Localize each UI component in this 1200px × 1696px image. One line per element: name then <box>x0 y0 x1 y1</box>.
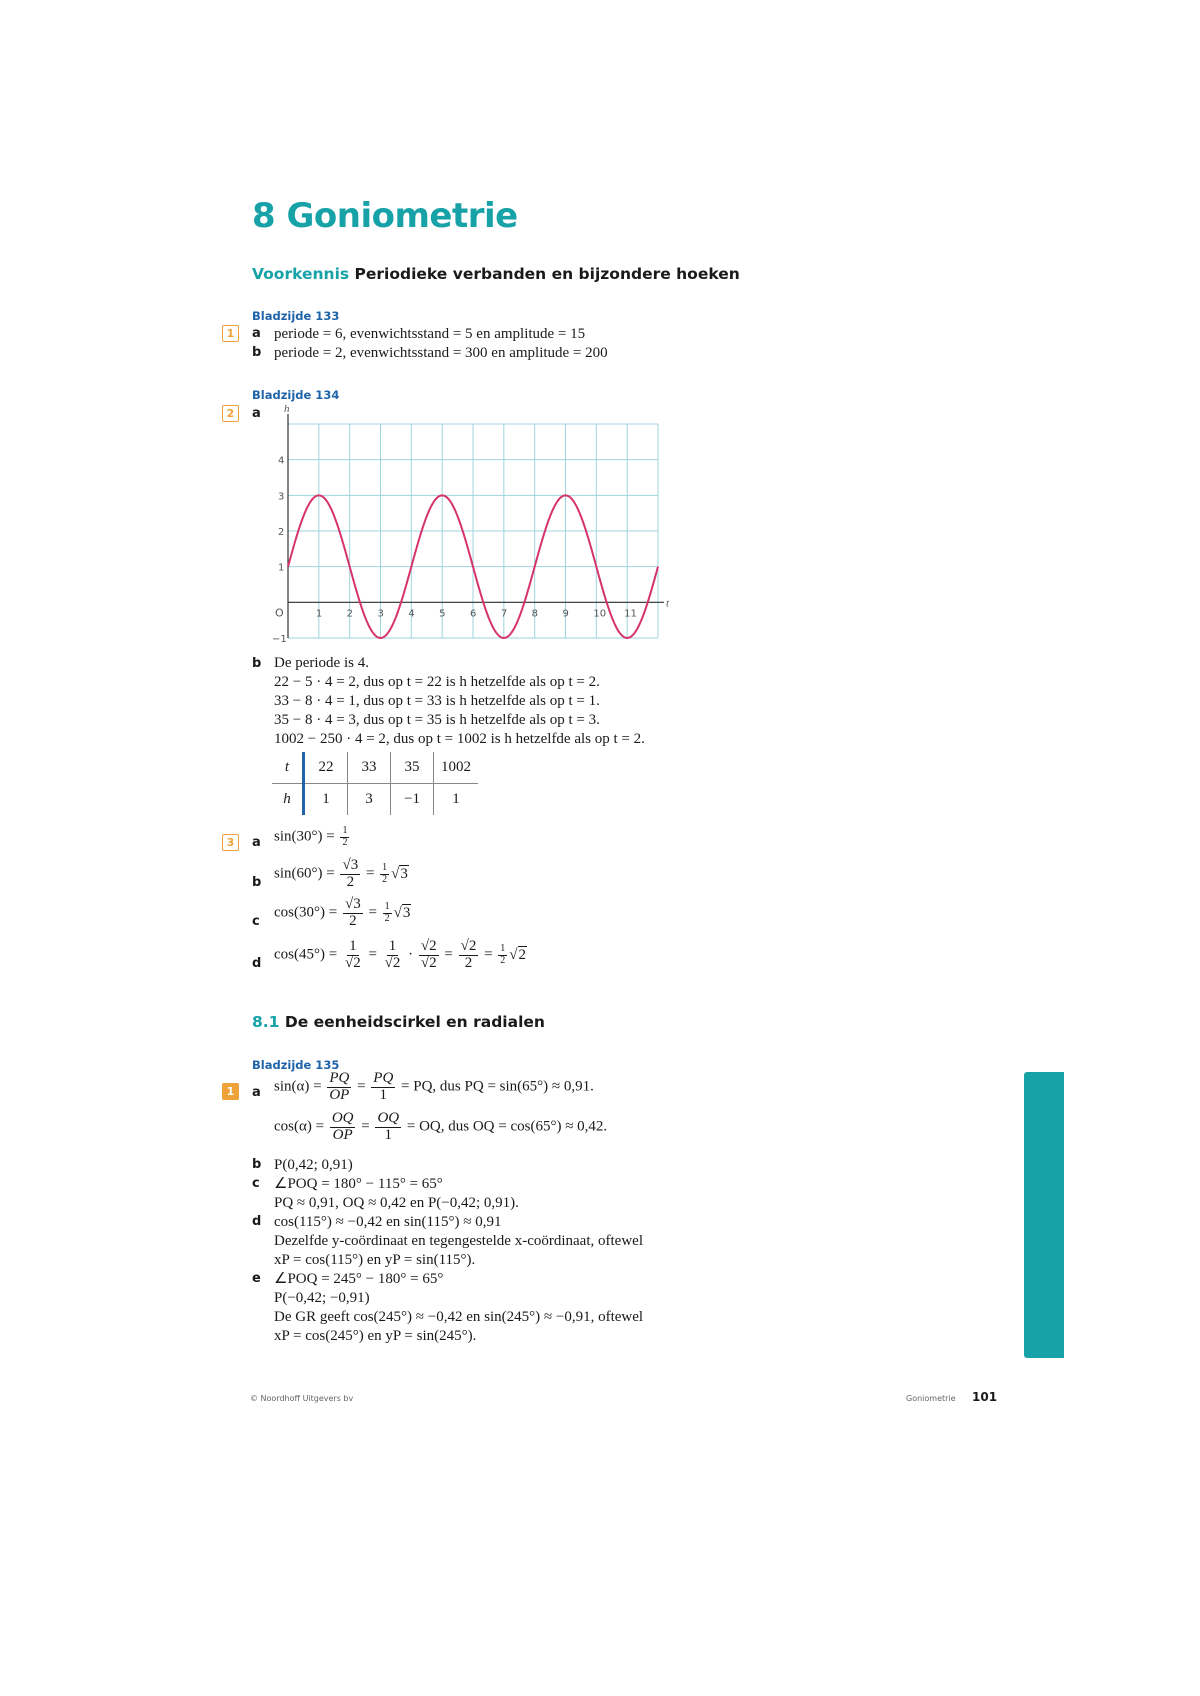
exercise-8-1-1c-letter: c <box>252 1176 260 1191</box>
answer-line: PQ ≈ 0,91, OQ ≈ 0,42 en P(−0,42; 0,91). <box>274 1195 519 1211</box>
answer-line: Dezelfde y-coördinaat en tegengestelde x-coördinaat, oftewel <box>274 1233 643 1249</box>
exercise-number-8-1-1: 1 <box>222 1083 239 1100</box>
t-h-table <box>272 752 478 815</box>
footer-page-number: 101 <box>972 1390 998 1404</box>
exercise-1b-text: periode = 2, evenwichtsstand = 300 en amplitude = 200 <box>274 345 608 361</box>
radicand: 2 <box>353 954 361 971</box>
exercise-8-1-1a-letter: a <box>252 1085 261 1100</box>
exercise-1a-text: periode = 6, evenwichtsstand = 5 en amplitude = 15 <box>274 326 586 342</box>
numerator: 1 <box>384 901 390 913</box>
answer-line: De GR geeft cos(245°) ≈ −0,42 en sin(245°) ≈ −0,91, oftewel <box>274 1309 644 1325</box>
fraction <box>327 1071 351 1104</box>
radicand: 2 <box>429 954 437 971</box>
exercise-8-1-1e-lines <box>274 1270 643 1346</box>
fraction <box>419 939 439 972</box>
exercise-1a-letter: a <box>252 326 261 341</box>
exercise-number-3: 3 <box>222 834 239 851</box>
section-title: De eenheidscirkel en radialen <box>284 1013 545 1031</box>
numerator: OQ <box>331 1110 354 1126</box>
exercise-3a-formula <box>274 826 351 848</box>
table-cell: 3 <box>348 784 391 816</box>
exercise-3c-letter: c <box>252 914 260 929</box>
x-tick-label: 11 <box>624 608 637 620</box>
exercise-8-1-1d-lines <box>274 1213 643 1270</box>
y-tick-label: 2 <box>278 527 285 538</box>
radicand: 2 <box>468 938 477 954</box>
denominator: 2 <box>382 873 388 885</box>
numerator: PQ <box>329 1070 350 1086</box>
x-tick-label: 5 <box>439 608 446 620</box>
x-tick-label: 3 <box>377 608 384 620</box>
answer-line: cos(115°) ≈ −0,42 en sin(115°) ≈ 0,91 <box>274 1214 502 1230</box>
numerator: √2 <box>460 938 477 954</box>
y-tick-label: 3 <box>278 491 285 503</box>
radicand: 2 <box>429 938 437 954</box>
numerator: PQ <box>373 1070 394 1086</box>
sine-graph <box>270 400 670 650</box>
table-header-h: h <box>272 784 304 816</box>
exercise-2b-line: De periode is 4. <box>274 655 369 671</box>
exercise-1b-letter: b <box>252 345 262 360</box>
fraction <box>343 939 363 972</box>
table-cell: −1 <box>391 784 434 816</box>
exercise-3b-letter: b <box>252 875 262 890</box>
page-ref-135: Bladzijde 135 <box>252 1058 340 1072</box>
exercise-8-1-1c-lines <box>274 1175 519 1213</box>
formula-lhs: sin(α) = <box>274 1078 322 1095</box>
section-number: 8.1 <box>252 1013 280 1031</box>
table-row-t <box>272 752 478 784</box>
x-tick-label: 4 <box>408 608 415 620</box>
exercise-number-1: 1 <box>222 325 239 342</box>
denominator: 1 <box>384 1126 393 1143</box>
table-cell: 22 <box>304 752 348 784</box>
equals: = <box>361 1118 370 1135</box>
table-cell: 1002 <box>434 752 479 784</box>
page-ref-134: Bladzijde 134 <box>252 388 340 402</box>
x-tick-label: 8 <box>531 608 539 620</box>
denominator: OP <box>332 1126 353 1143</box>
fraction <box>340 858 360 891</box>
fraction <box>343 897 363 930</box>
equals: = <box>484 946 493 963</box>
equals: = <box>365 865 375 882</box>
denominator: 2 <box>500 954 506 966</box>
denominator: √2 <box>420 954 437 971</box>
formula-lhs: sin(30°) = <box>274 828 335 845</box>
table-cell: 35 <box>391 752 434 784</box>
footer-copyright: © Noordhoff Uitgevers bv <box>250 1394 354 1403</box>
origin-label: O <box>275 606 284 620</box>
x-axis-label: t <box>666 597 670 610</box>
numerator: 1 <box>342 825 348 836</box>
equals: = <box>368 946 377 963</box>
radicand: 2 <box>392 954 401 971</box>
formula-lhs: cos(α) = <box>274 1118 325 1135</box>
table-row-h <box>272 784 478 816</box>
radicand: 3 <box>350 857 359 873</box>
radicand: 3 <box>402 904 411 921</box>
fraction <box>383 939 403 972</box>
denominator: 1 <box>379 1086 388 1103</box>
exercise-3b-formula <box>274 858 409 891</box>
exercise-3a-letter: a <box>252 835 261 850</box>
x-tick-label: 7 <box>500 608 508 620</box>
voorkennis-title: Periodieke verbanden en bijzondere hoeken <box>354 265 740 283</box>
exercise-2b-lines <box>274 654 645 749</box>
equals: = <box>444 946 453 963</box>
numerator: 1 <box>349 938 357 954</box>
table-header-t: t <box>272 752 304 784</box>
y-tick-label: 4 <box>278 455 285 467</box>
equals: = <box>357 1078 366 1095</box>
fraction <box>380 863 389 885</box>
formula-lhs: cos(45°) = <box>274 946 338 963</box>
y-tick-label: −1 <box>272 634 287 645</box>
answer-line: ∠POQ = 180° − 115° = 65° <box>274 1176 443 1192</box>
answer-line: P(−0,42; −0,91) <box>274 1290 370 1306</box>
denominator: √2 <box>344 954 361 971</box>
answer-line: ∠POQ = 245° − 180° = 65° <box>274 1271 444 1287</box>
exercise-2b-line: 22 − 5 · 4 = 2, dus op t = 22 is h hetzelfde als op t = 2. <box>274 674 600 690</box>
exercise-8-1-1e-letter: e <box>252 1271 261 1286</box>
numerator: 1 <box>382 862 388 874</box>
exercise-number-2: 2 <box>222 405 239 422</box>
table-cell: 1 <box>304 784 348 816</box>
denominator: 2 <box>464 954 473 971</box>
x-tick-label: 9 <box>562 608 569 620</box>
dot: · <box>408 946 414 963</box>
y-axis-label: h <box>284 403 290 415</box>
exercise-8-1-1a-line2 <box>274 1111 607 1144</box>
numerator: 1 <box>388 938 397 954</box>
section-8-1-heading <box>252 1013 545 1031</box>
equals: = <box>368 904 377 921</box>
formula-lhs: cos(30°) = <box>274 904 338 921</box>
numerator: 1 <box>500 943 506 955</box>
numerator: √3 <box>342 857 359 873</box>
fraction <box>340 826 349 848</box>
x-tick-label: 2 <box>346 608 354 620</box>
denominator: 2 <box>342 836 348 848</box>
sqrt: √3 <box>393 904 411 921</box>
numerator: OQ <box>377 1110 400 1126</box>
exercise-2b-line: 35 − 8 · 4 = 3, dus op t = 35 is h hetzelfde als op t = 3. <box>274 712 600 728</box>
exercise-8-1-1d-letter: d <box>252 1214 262 1229</box>
fraction <box>375 1111 401 1144</box>
chapter-side-tab <box>1024 1072 1064 1358</box>
formula-rest: = PQ, dus PQ = sin(65°) ≈ 0,91. <box>401 1078 594 1095</box>
exercise-3c-formula <box>274 897 411 930</box>
numerator: √2 <box>420 938 437 954</box>
radicand: 2 <box>518 946 527 963</box>
exercise-3d-letter: d <box>252 956 262 971</box>
exercise-8-1-1b-text: P(0,42; 0,91) <box>274 1157 353 1173</box>
sqrt: √2 <box>509 946 527 963</box>
formula-rest: = OQ, dus OQ = cos(65°) ≈ 0,42. <box>406 1118 608 1135</box>
sqrt: √3 <box>391 865 408 882</box>
radicand: 3 <box>400 865 408 882</box>
answer-line: xP = cos(115°) en yP = sin(115°). <box>274 1252 476 1268</box>
exercise-2b-line: 1002 − 250 · 4 = 2, dus op t = 1002 is h hetzelfde als op t = 2. <box>274 731 645 747</box>
fraction <box>498 944 507 966</box>
fraction <box>330 1111 356 1144</box>
denominator: OP <box>329 1086 350 1103</box>
table-cell: 1 <box>452 791 460 807</box>
exercise-8-1-1a-line1 <box>274 1071 594 1104</box>
denominator: 2 <box>346 873 355 890</box>
fraction <box>383 902 392 924</box>
page-ref-133: Bladzijde 133 <box>252 309 340 323</box>
fraction <box>371 1071 395 1104</box>
exercise-2b-letter: b <box>252 656 262 671</box>
radicand: 3 <box>353 896 361 912</box>
exercise-8-1-1b-letter: b <box>252 1157 262 1172</box>
denominator: 2 <box>384 912 390 924</box>
exercise-2b-line: 33 − 8 · 4 = 1, dus op t = 33 is h hetzelfde als op t = 1. <box>274 693 600 709</box>
denominator: 2 <box>349 912 357 929</box>
formula-lhs: sin(60°) = <box>274 865 335 882</box>
x-tick-label: 10 <box>593 608 607 620</box>
voorkennis-heading <box>252 265 740 283</box>
exercise-3d-formula <box>274 939 527 972</box>
denominator: √2 <box>384 954 401 971</box>
numerator: √3 <box>344 896 361 912</box>
answer-line: xP = cos(245°) en yP = sin(245°). <box>274 1328 477 1344</box>
exercise-2a-letter: a <box>252 406 261 421</box>
chapter-title: 8 Goniometrie <box>252 196 518 236</box>
y-tick-label: 1 <box>278 562 285 574</box>
footer-chapter: Goniometrie <box>906 1394 956 1403</box>
table-cell: 33 <box>348 752 391 784</box>
x-tick-label: 1 <box>315 608 323 620</box>
fraction <box>459 939 479 972</box>
voorkennis-label: Voorkennis <box>252 265 350 283</box>
x-tick-label: 6 <box>470 608 477 620</box>
